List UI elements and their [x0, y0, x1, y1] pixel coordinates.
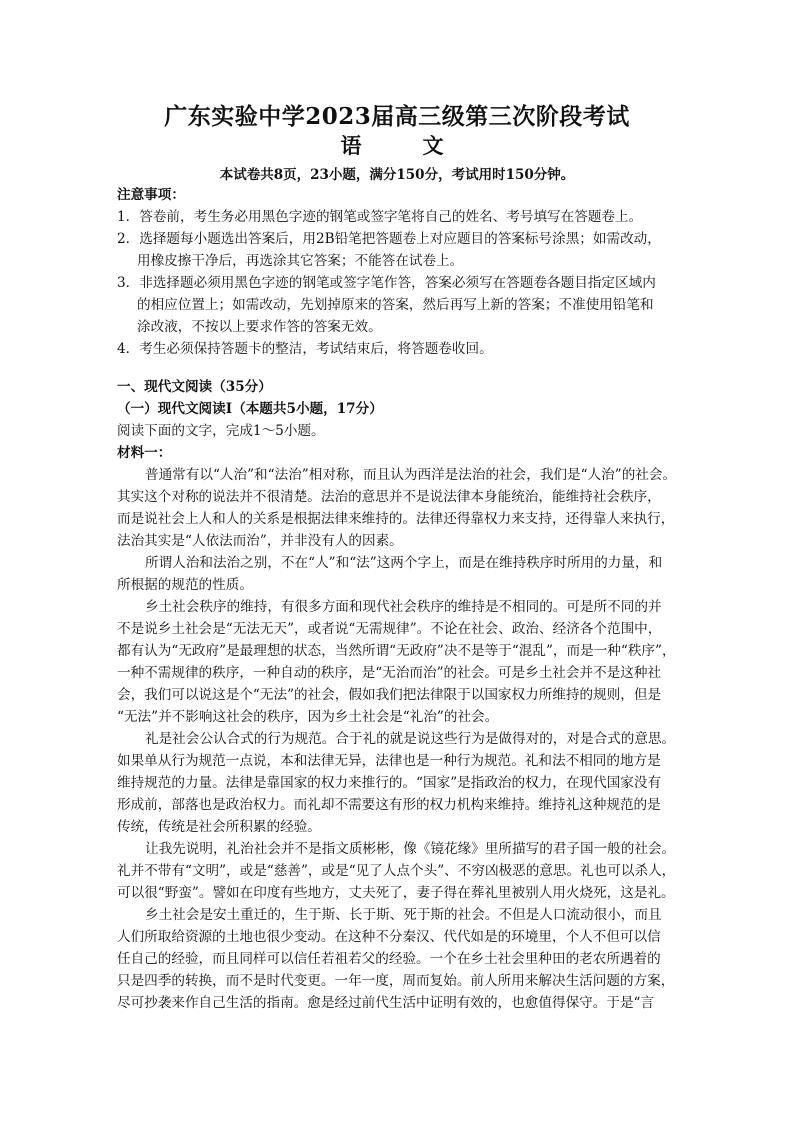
exam-info: 本试卷共8页，23小题，满分150分，考试用时150分钟。 — [219, 167, 575, 183]
passage-line: 可以很“野蛮”。譬如在印度有些地方，丈夫死了，妻子得在葬礼里被别人用火烧死，这是礼。 — [117, 885, 675, 901]
passage-line: 任自己的经验，而且同样可以信任若祖若父的经验。一个在乡土社会里种田的老农所遇着的 — [117, 951, 661, 967]
notice-line: 的相应位置上；如需改动，先划掉原来的答案，然后再写上新的答案；不准使用铅笔和 — [137, 297, 654, 313]
passage-line: 所谓人治和法治之别，不在“人”和“法”这两个字上，而是在维持秩序时所用的力量，和 — [145, 555, 663, 571]
notice-line: 涂改液，不按以上要求作答的答案无效。 — [137, 319, 382, 335]
passage-line: 不是说乡土社会是“无法无天”，或者说“无需规律”。不论在社会、政治、经济各个范围中， — [117, 621, 662, 637]
notice-line: 1．答卷前，考生务必用黑色字迹的钢笔或签字笔将自己的姓名、考号填写在答题卷上。 — [117, 209, 643, 225]
notice-line: 2．选择题每小题选出答案后，用2B铅笔把答题卷上对应题目的答案标号涂黑；如需改动， — [117, 231, 661, 247]
notice-line: 3．非选择题必须用黑色字迹的钢笔或签字笔作答，答案必须写在答题卷各题目指定区域内 — [117, 275, 656, 291]
passage-line: 法治其实是“人依法而治”，并非没有人的因素。 — [117, 533, 403, 549]
passage-line: 只是四季的转换，而不是时代变更。一年一度，周而复始。前人所用来解决生活问题的方案， — [117, 973, 675, 989]
passage-line: 会，我们可以说这是个“无法”的社会，假如我们把法律限于以国家权力所维持的规则，但是 — [117, 687, 662, 703]
passage-line: 形成前，部落也是政治权力。而礼却不需要这有形的权力机构来维持。维持礼这种规范的是 — [117, 797, 661, 813]
passage-line: 而是说社会上人和人的关系是根据法律来维持的。法律还得靠权力来支持，还得靠人来执行， — [117, 511, 675, 527]
passage-line: “无法”并不影响这社会的秩序，因为乡土社会是“礼治”的社会。 — [117, 709, 499, 725]
passage-line: 传统，传统是社会所积累的经验。 — [117, 819, 321, 835]
section-heading: 一、现代文阅读（35分） — [117, 379, 272, 395]
passage-line: 乡土社会秩序的维持，有很多方面和现代社会秩序的维持是不相同的。可是所不同的并 — [145, 599, 662, 615]
passage-line: 如果单从行为规范一点说，本和法律无异，法律也是一种行为规范。礼和法不相同的地方是 — [117, 753, 661, 769]
passage-line: 其实这个对称的说法并不很清楚。法治的意思并不是说法律本身能统治，能维持社会秩序， — [117, 489, 661, 505]
passage-line: 让我先说明，礼治社会并不是指文质彬彬，像《镜花缘》里所描写的君子国一般的社会。 — [145, 841, 676, 857]
passage-line: 所根据的规范的性质。 — [117, 577, 253, 593]
notice-heading: 注意事项： — [117, 187, 185, 203]
sub-section-heading: （一）现代文阅读Ⅰ（本题共5小题，17分） — [117, 401, 383, 417]
material-label: 材料一： — [117, 445, 172, 461]
passage-line: 礼并不带有“文明”，或是“慈善”，或是“见了人点个头”、不穷凶极恶的意思。礼也可以杀人， — [117, 863, 676, 879]
passage-line: 一种不需规律的秩序，一种自动的秩序，是“无治而治”的社会。可是乡土社会并不是这种社 — [117, 665, 662, 681]
passage-line: 乡土社会是安土重迁的，生于斯、长于斯、死于斯的社会。不但是人口流动很小，而且 — [145, 907, 662, 923]
passage-line: 维持规范的力量。法律是靠国家的权力来推行的。“国家”是指政治的权力，在现代国家没有 — [117, 775, 662, 791]
passage-line: 人们所取给资源的土地也很少变动。在这种不分秦汉、代代如是的环境里，个人不但可以信 — [117, 929, 661, 945]
passage-line: 尽可抄袭来作自己生活的指南。愈是经过前代生活中证明有效的，也愈值得保守。于是“言 — [117, 995, 655, 1011]
notice-line: 用橡皮擦干净后，再选涂其它答案；不能答在试卷上。 — [137, 253, 464, 269]
passage-line: 普通常有以“人治”和“法治”相对称，而且认为西洋是法治的社会，我们是“人治”的社会。 — [145, 467, 677, 483]
passage-line: 礼是社会公认合式的行为规范。合于礼的就是说这些行为是做得对的，对是合式的意思。 — [145, 731, 676, 747]
reading-instruction: 阅读下面的文字，完成1～5小题。 — [117, 423, 325, 439]
passage-line: 都有认为“无政府”是最理想的状态，当然所谓“无政府”决不是等于“混乱”，而是一种“秩序”， — [117, 643, 676, 659]
subject-title: 语 文 — [340, 133, 464, 158]
notice-line: 4．考生必须保持答题卡的整洁，考试结束后，将答题卷收回。 — [117, 341, 493, 357]
exam-title: 广东实验中学2023届高三级第三次阶段考试 — [164, 103, 630, 130]
